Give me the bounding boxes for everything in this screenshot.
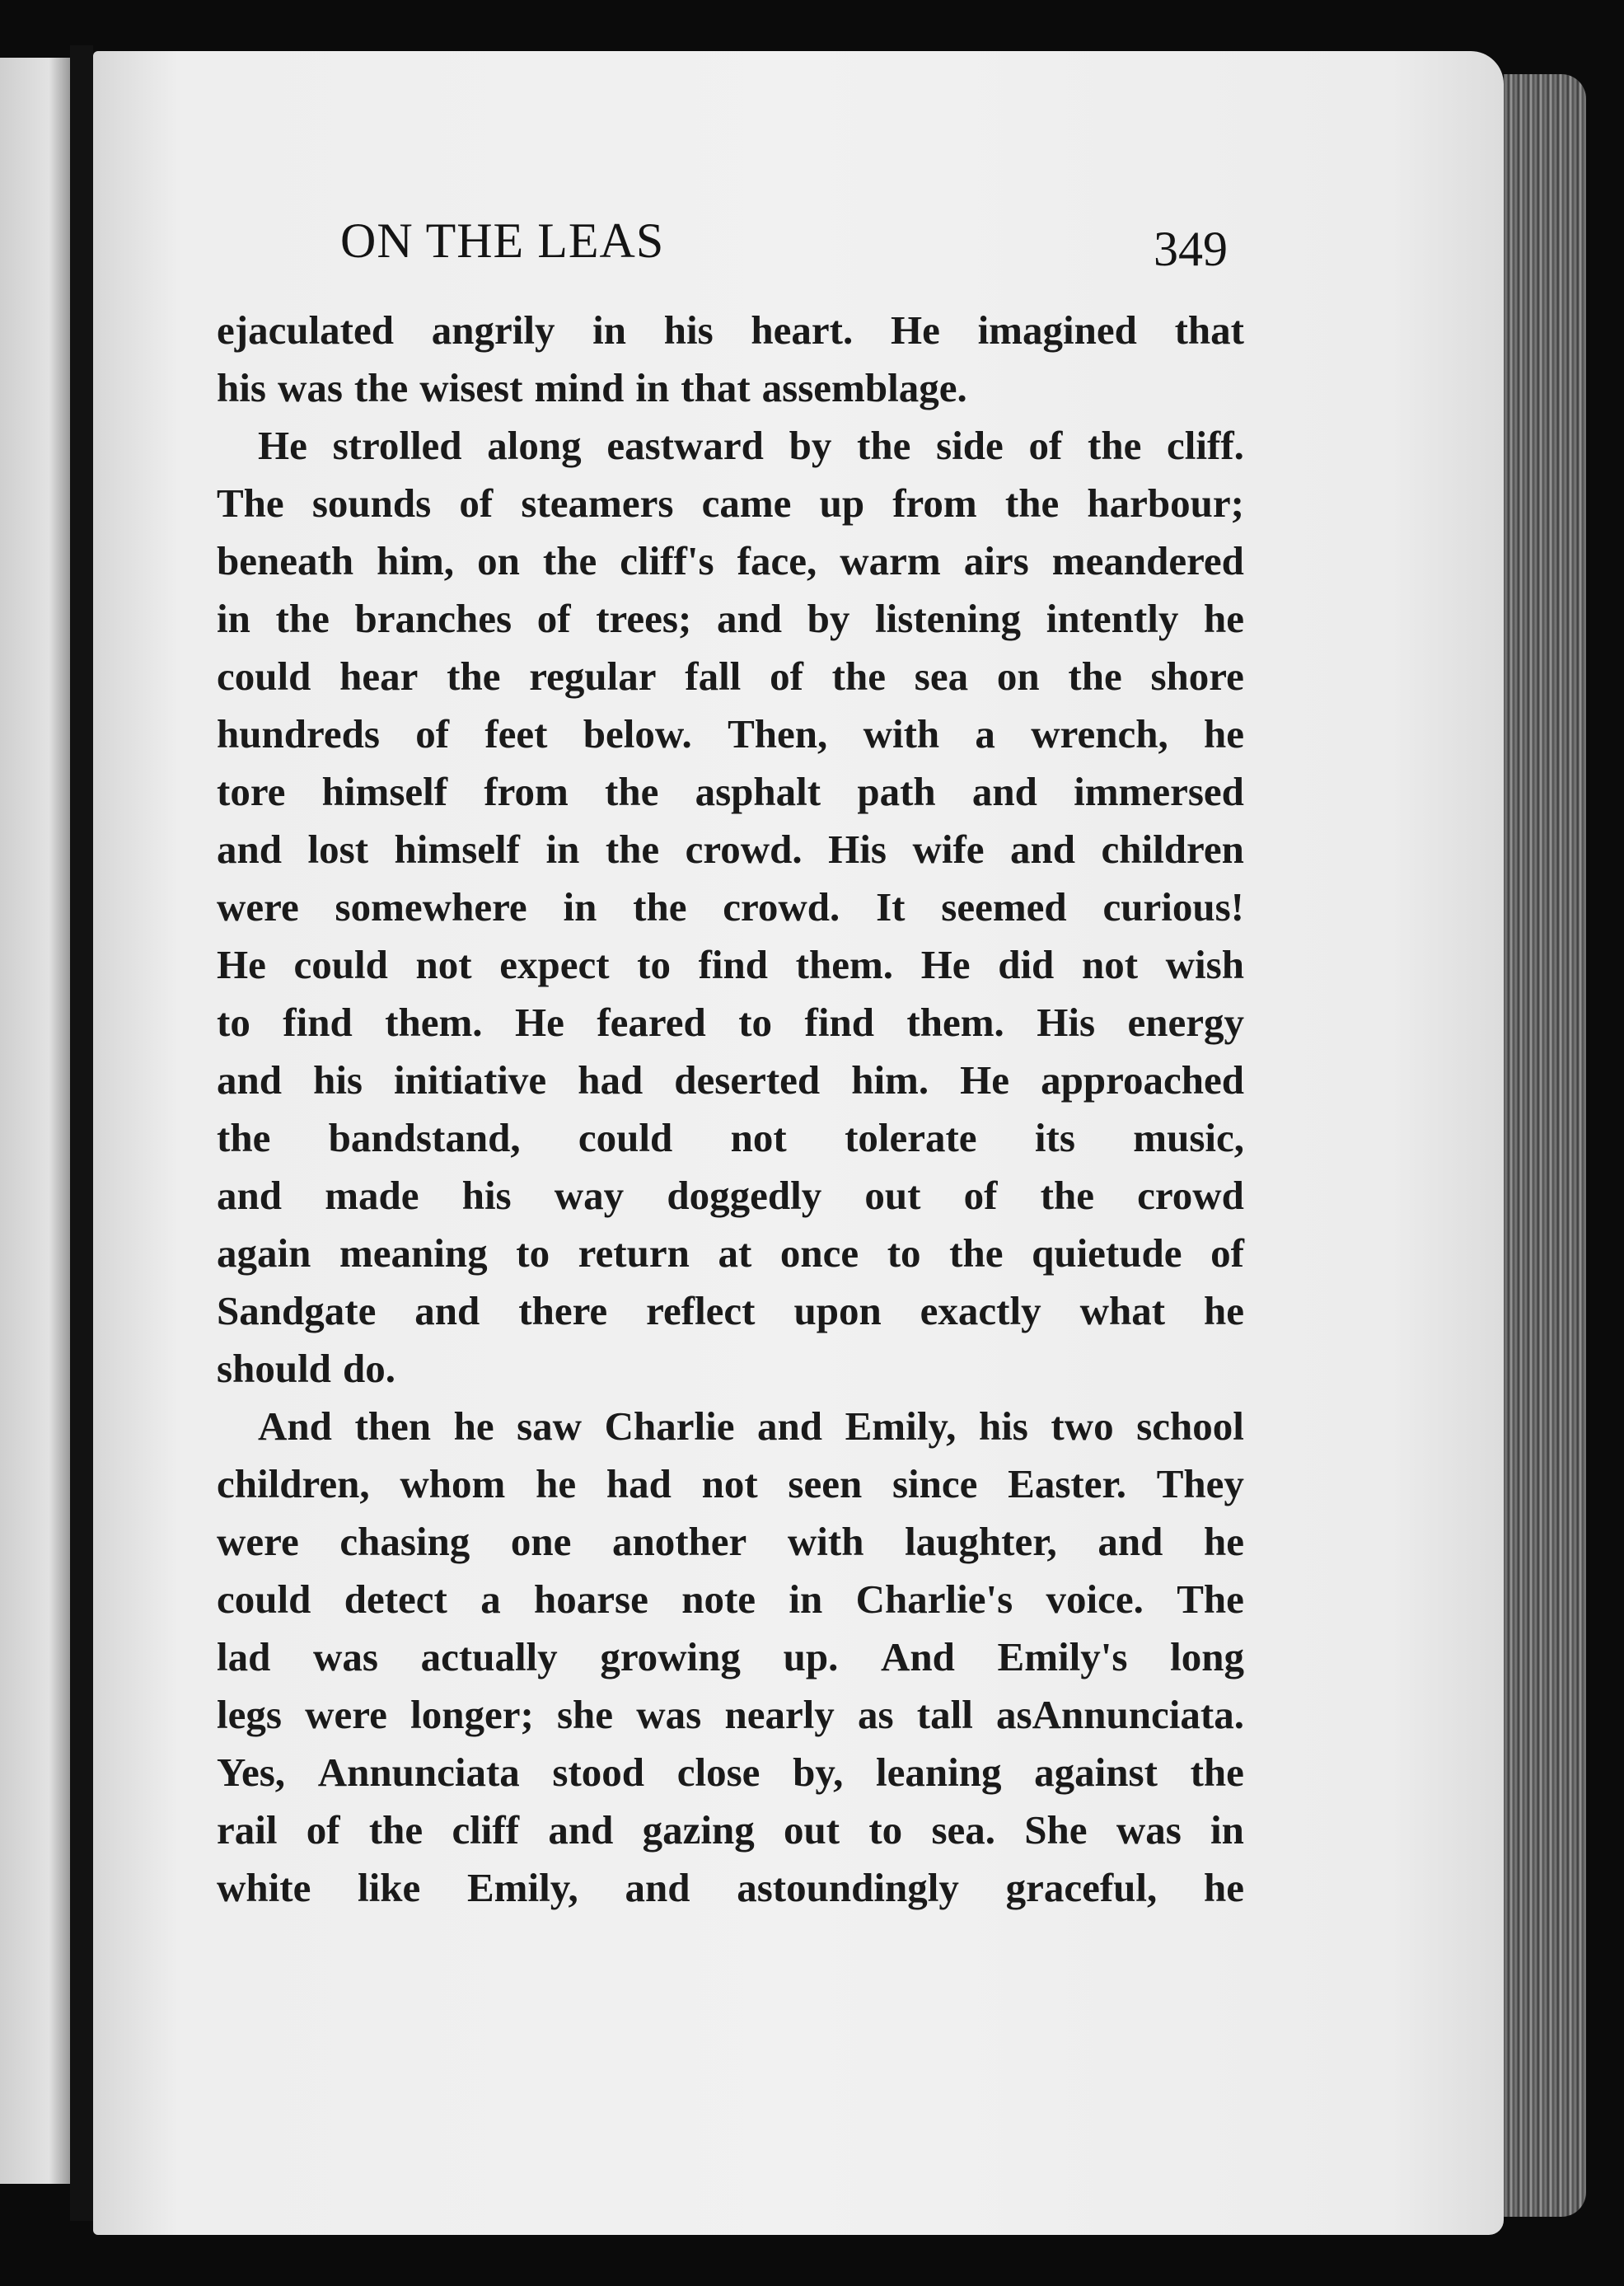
word: of (459, 480, 494, 526)
word: there (518, 1288, 608, 1333)
word: came (701, 480, 792, 526)
word: chasing (339, 1519, 470, 1564)
text-line (217, 821, 1244, 878)
word: warm (840, 538, 941, 583)
word: close (676, 1750, 761, 1795)
word: by, (793, 1750, 844, 1795)
word: listening (875, 596, 1022, 641)
word: of (536, 596, 571, 641)
word: children (1101, 827, 1244, 872)
word: face, (737, 538, 817, 583)
word: asphalt (695, 769, 821, 814)
text-line (217, 1340, 1244, 1398)
text-line (217, 532, 1244, 590)
word: a (480, 1576, 501, 1622)
word: were (305, 1692, 387, 1737)
page-number: 349 (1154, 222, 1228, 276)
word: side (936, 423, 1004, 468)
word: and (548, 1807, 614, 1853)
text-line (217, 1052, 1244, 1109)
left-page-edge (0, 58, 70, 2184)
word: rail (217, 1807, 278, 1853)
word: imagined (977, 307, 1137, 353)
word: And (880, 1634, 955, 1679)
word: the (831, 653, 886, 699)
word: mind (534, 365, 625, 410)
word: wish (1165, 942, 1244, 987)
word: and (217, 827, 283, 872)
word: the (633, 884, 687, 930)
word: the (275, 596, 330, 641)
word: meandered (1051, 538, 1244, 583)
word: His (1037, 1000, 1096, 1045)
word: again (217, 1230, 311, 1276)
text-line (217, 1513, 1244, 1571)
word: asAnnunciata. (996, 1692, 1244, 1737)
word: as (858, 1692, 894, 1737)
word: did (998, 942, 1055, 987)
word: He (890, 307, 940, 353)
word: against (1034, 1750, 1158, 1795)
word: heart. (751, 307, 854, 353)
word: He (920, 942, 971, 987)
word: path (857, 769, 936, 814)
text-line (217, 1455, 1244, 1513)
word: trees; (596, 596, 692, 641)
word: ejaculated (217, 307, 394, 353)
word: wrench, (1031, 711, 1168, 757)
word: the (1068, 653, 1122, 699)
word: and (716, 596, 782, 641)
word: him. (851, 1057, 929, 1103)
word: hoarse (534, 1576, 648, 1622)
word: feared (597, 1000, 706, 1045)
word: along (487, 423, 582, 468)
word: He (258, 423, 307, 468)
word: of (415, 711, 450, 757)
word: was (1116, 1807, 1182, 1853)
text-line (217, 1628, 1244, 1686)
word: longer; (410, 1692, 534, 1737)
word: and (217, 1173, 283, 1218)
word: lost (307, 827, 369, 872)
word: he (453, 1403, 494, 1449)
word: to (868, 1807, 903, 1853)
text-line (217, 302, 1244, 359)
word: find (698, 942, 769, 987)
word: do. (342, 1346, 395, 1391)
word: gazing (642, 1807, 755, 1853)
word: had (606, 1461, 672, 1506)
word: in (789, 1576, 823, 1622)
word: assemblage. (761, 365, 967, 410)
word: not (701, 1461, 758, 1506)
word: laughter, (905, 1519, 1057, 1564)
word: long (1170, 1634, 1244, 1679)
word: could (578, 1115, 673, 1160)
word: its (1034, 1115, 1075, 1160)
word: he (536, 1461, 577, 1506)
word: return (578, 1230, 690, 1276)
word: legs (217, 1692, 282, 1737)
word: was (313, 1634, 378, 1679)
word: hundreds (217, 711, 380, 757)
word: his (663, 307, 714, 353)
text-line (217, 936, 1244, 994)
word: him, (377, 538, 455, 583)
word: intently (1046, 596, 1179, 641)
word: Easter. (1008, 1461, 1126, 1506)
text-line (217, 1225, 1244, 1282)
word: He (217, 942, 266, 987)
word: two (1051, 1403, 1114, 1449)
word: leaning (876, 1750, 1002, 1795)
word: the (1190, 1750, 1244, 1795)
text-line (217, 648, 1244, 705)
word: note (681, 1576, 756, 1622)
word: tall (916, 1692, 973, 1737)
word: himself (321, 769, 448, 814)
word: find (804, 1000, 874, 1045)
word: and (625, 1865, 690, 1910)
word: the (1040, 1173, 1094, 1218)
word: to (887, 1230, 921, 1276)
word: the (217, 1115, 271, 1160)
word: branches (354, 596, 512, 641)
word: not (1081, 942, 1139, 987)
word: eastward (606, 423, 764, 468)
word: shore (1150, 653, 1244, 699)
word: reflect (646, 1288, 756, 1333)
word: music, (1133, 1115, 1244, 1160)
word: He (960, 1057, 1010, 1103)
word: in (1210, 1807, 1244, 1853)
word: curious! (1102, 884, 1244, 930)
word: detect (344, 1576, 447, 1622)
word: tolerate (845, 1115, 977, 1160)
word: Then, (728, 711, 828, 757)
word: steamers (521, 480, 674, 526)
body-text (217, 302, 1244, 1917)
word: once (779, 1230, 859, 1276)
word: them. (795, 942, 894, 987)
word: from (484, 769, 569, 814)
word: with (863, 711, 940, 757)
word: Sandgate (217, 1288, 377, 1333)
word: in (217, 596, 250, 641)
word: initiative (394, 1057, 547, 1103)
word: cliff (452, 1807, 520, 1853)
word: out (864, 1173, 921, 1218)
word: sounds (311, 480, 432, 526)
page-edges-right (1504, 74, 1586, 2217)
word: had (578, 1057, 644, 1103)
word: was (277, 365, 343, 410)
word: another (611, 1519, 747, 1564)
word: could (217, 653, 311, 699)
word: regular (529, 653, 657, 699)
word: his (978, 1403, 1028, 1449)
word: like (358, 1865, 421, 1910)
word: growing (600, 1634, 741, 1679)
word: he (1203, 1865, 1244, 1910)
word: his (217, 365, 266, 410)
word: Emily's (997, 1634, 1128, 1679)
word: at (718, 1230, 752, 1276)
word: his (313, 1057, 363, 1103)
word: actually (420, 1634, 558, 1679)
text-line (217, 1801, 1244, 1859)
word: sea. (931, 1807, 996, 1853)
word: It (876, 884, 906, 930)
word: feet (484, 711, 548, 757)
word: bandstand, (328, 1115, 521, 1160)
word: then (354, 1403, 432, 1449)
word: the (542, 538, 597, 583)
word: of (963, 1173, 998, 1218)
word: Annunciata (317, 1750, 520, 1795)
text-line (217, 994, 1244, 1052)
word: the (1004, 480, 1060, 526)
word: and (757, 1403, 823, 1449)
word: the (605, 769, 659, 814)
word: beneath (217, 538, 354, 583)
word: The (217, 480, 284, 526)
text-line (217, 1686, 1244, 1744)
word: he (1203, 596, 1244, 641)
word: was (636, 1692, 702, 1737)
word: were (217, 884, 299, 930)
word: airs (963, 538, 1029, 583)
word: cliff. (1167, 423, 1244, 468)
word: that (681, 365, 751, 410)
text-line (217, 417, 1244, 475)
word: the (949, 1230, 1004, 1276)
word: them. (385, 1000, 483, 1045)
word: he (1203, 1288, 1244, 1333)
book-gutter (70, 45, 93, 2221)
word: that (1174, 307, 1244, 353)
word: and (414, 1288, 480, 1333)
word: seemed (941, 884, 1067, 930)
word: and (971, 769, 1037, 814)
word: up (819, 480, 865, 526)
word: could (293, 942, 388, 987)
word: somewhere (335, 884, 527, 930)
word: doggedly (667, 1173, 822, 1218)
word: energy (1127, 1000, 1244, 1045)
word: meaning (339, 1230, 488, 1276)
word: deserted (674, 1057, 821, 1103)
word: on (477, 538, 520, 583)
word: graceful, (1005, 1865, 1158, 1910)
word: to (738, 1000, 773, 1045)
word: of (770, 653, 803, 699)
word: to (516, 1230, 550, 1276)
word: he (1203, 1519, 1244, 1564)
text-line (217, 705, 1244, 763)
word: sea (914, 653, 969, 699)
word: lad (217, 1634, 271, 1679)
word: voice. (1046, 1576, 1144, 1622)
text-line (217, 1282, 1244, 1340)
word: she (556, 1692, 614, 1737)
word: wisest (419, 365, 523, 410)
word: in (545, 827, 580, 872)
word: by (807, 596, 850, 641)
word: out (784, 1807, 840, 1853)
word: saw (517, 1403, 583, 1449)
word: the (353, 365, 409, 410)
text-line (217, 1859, 1244, 1917)
text-line (217, 1167, 1244, 1225)
word: should (217, 1346, 331, 1391)
running-title: ON THE LEAS (340, 213, 665, 268)
word: crowd (1137, 1173, 1244, 1218)
word: one (510, 1519, 572, 1564)
word: to (217, 1000, 250, 1045)
word: of (1028, 423, 1063, 468)
word: a (975, 711, 995, 757)
word: his (461, 1173, 512, 1218)
word: white (217, 1865, 311, 1910)
word: by (789, 423, 832, 468)
word: astoundingly (737, 1865, 959, 1910)
word: quietude (1032, 1230, 1182, 1276)
word: crowd. (685, 827, 803, 872)
word: he (1203, 711, 1244, 757)
word: since (892, 1461, 978, 1506)
word: angrily (431, 307, 555, 353)
word: harbour; (1087, 480, 1244, 526)
word: and (1010, 827, 1076, 872)
word: way (554, 1173, 625, 1218)
word: made (325, 1173, 419, 1218)
word: Yes, (217, 1750, 286, 1795)
word: approached (1041, 1057, 1244, 1103)
word: were (217, 1519, 299, 1564)
word: strolled (332, 423, 462, 468)
word: Emily, (845, 1403, 957, 1449)
text-line (217, 475, 1244, 532)
word: what (1079, 1288, 1166, 1333)
text-line (217, 1398, 1244, 1455)
word: up. (783, 1634, 839, 1679)
text-line (217, 359, 1244, 417)
word: crowd. (723, 884, 840, 930)
text-line (217, 878, 1244, 936)
word: in (563, 884, 597, 930)
word: and (1097, 1519, 1163, 1564)
word: with (787, 1519, 864, 1564)
word: and (217, 1057, 283, 1103)
text-line (217, 1744, 1244, 1801)
word: His (828, 827, 887, 872)
word: Charlie (604, 1403, 735, 1449)
word: The (1177, 1576, 1244, 1622)
word: whom (400, 1461, 506, 1506)
word: them. (906, 1000, 1004, 1045)
word: the (447, 653, 501, 699)
word: the (857, 423, 911, 468)
word: the (1088, 423, 1142, 468)
word: They (1156, 1461, 1244, 1506)
word: And (258, 1403, 332, 1449)
word: on (996, 653, 1040, 699)
word: the (368, 1807, 424, 1853)
word: in (635, 365, 670, 410)
word: school (1136, 1403, 1244, 1449)
word: He (515, 1000, 564, 1045)
word: children, (217, 1461, 370, 1506)
word: below. (583, 711, 692, 757)
word: exactly (920, 1288, 1041, 1333)
word: cliff's (620, 538, 714, 583)
word: from (892, 480, 977, 526)
word: in (592, 307, 627, 353)
text-line (217, 763, 1244, 821)
word: of (306, 1807, 340, 1853)
word: seen (788, 1461, 863, 1506)
word: of (1210, 1230, 1244, 1276)
word: nearly (724, 1692, 835, 1737)
word: wife (912, 827, 985, 872)
word: immersed (1074, 769, 1244, 814)
word: stood (552, 1750, 645, 1795)
text-line (217, 1109, 1244, 1167)
word: expect (499, 942, 610, 987)
word: not (730, 1115, 787, 1160)
word: to (637, 942, 671, 987)
word: upon (793, 1288, 882, 1333)
word: Emily, (467, 1865, 578, 1910)
text-line (217, 1571, 1244, 1628)
text-line (217, 590, 1244, 648)
word: tore (217, 769, 286, 814)
word: fall (685, 653, 742, 699)
word: not (415, 942, 472, 987)
word: She (1024, 1807, 1088, 1853)
word: the (605, 827, 660, 872)
word: could (217, 1576, 311, 1622)
word: himself (394, 827, 520, 872)
word: find (283, 1000, 353, 1045)
word: Charlie's (855, 1576, 1013, 1622)
word: hear (339, 653, 419, 699)
